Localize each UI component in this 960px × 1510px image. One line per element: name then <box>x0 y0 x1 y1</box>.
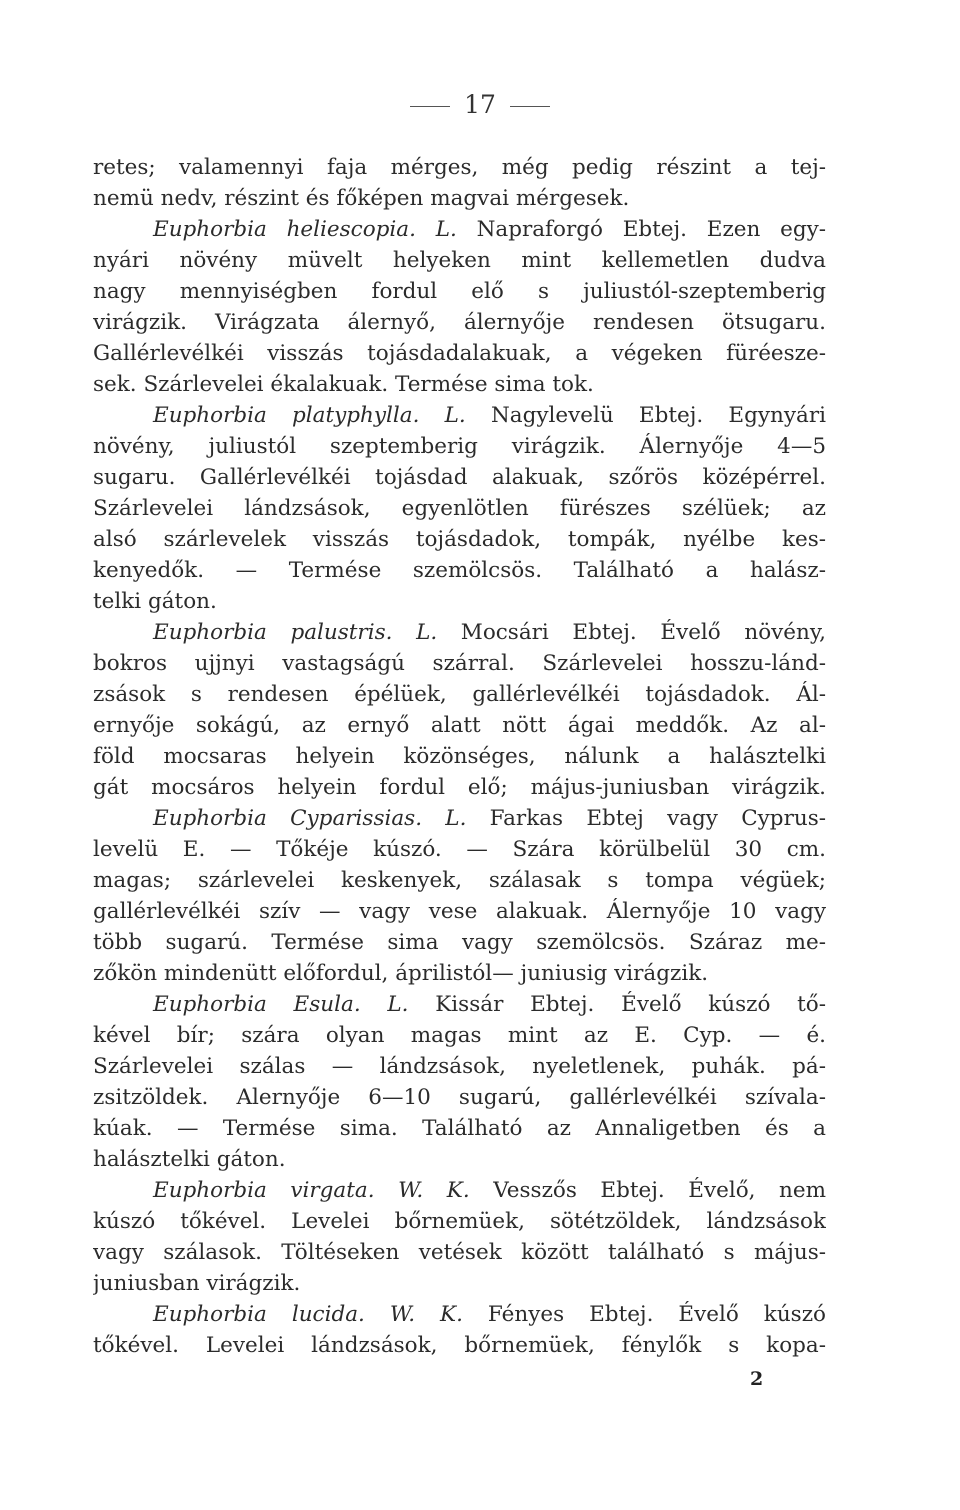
text-run: virágzik. Virágzata álernyő, álernyője rendesen ötsugaru. <box>93 310 826 335</box>
text-line <box>93 493 826 524</box>
header-dash-right <box>510 106 550 107</box>
text-line <box>93 338 826 369</box>
text-line <box>93 648 826 679</box>
text-run: nyári növény müvelt helyeken mint kellemetlen dudva <box>93 248 826 273</box>
text-line <box>93 586 826 617</box>
text-line <box>93 1268 826 1299</box>
body-text <box>93 152 826 1361</box>
text-line <box>93 679 826 710</box>
species-name: Euphorbia lucida. W. K. <box>153 1302 463 1327</box>
text-run: Fényes Ebtej. Évelő kúszó <box>462 1302 826 1327</box>
text-line <box>93 462 826 493</box>
text-line <box>93 772 826 803</box>
text-line <box>93 1206 826 1237</box>
text-run: kúszó tőkével. Levelei bőrnemüek, sötétzöldek, lándzsások <box>93 1209 826 1234</box>
text-line <box>93 524 826 555</box>
text-line <box>93 1330 826 1361</box>
text-run: magas; szárlevelei keskenyek, szálasak s tompa végüek; <box>93 868 826 893</box>
text-run: zőkön mindenütt előfordul, áprilistól— juniusig virágzik. <box>93 961 709 986</box>
text-run: halásztelki gáton. <box>93 1147 286 1172</box>
text-line <box>93 1237 826 1268</box>
text-line <box>93 245 826 276</box>
page-header <box>0 90 960 119</box>
text-run: Vesszős Ebtej. Évelő, nem <box>469 1178 826 1203</box>
page-number: 17 <box>464 90 496 119</box>
text-run: bokros ujjnyi vastagságú szárral. Szárlevelei hosszu-lánd- <box>93 651 826 676</box>
text-run: Szárlevelei lándzsások, egyenlötlen fürészes szélüek; az <box>93 496 826 521</box>
species-name: Euphorbia heliescopia. L. <box>153 217 457 242</box>
text-run: tőkével. Levelei lándzsások, bőrnemüek, fénylők s kopa- <box>93 1333 826 1358</box>
text-line <box>93 710 826 741</box>
text-run: Farkas Ebtej vagy Cyprus- <box>466 806 826 831</box>
text-run: kenyedők. — Termése szemölcsös. Található a halász- <box>93 558 826 583</box>
text-run: gát mocsáros helyein fordul elő; május-juniusban virágzik. <box>93 775 826 800</box>
text-run: gallérlevélkéi szív — vagy vese alakuak. Álernyője 10 vagy <box>93 899 826 924</box>
text-line <box>93 896 826 927</box>
text-run: Nagylevelü Ebtej. Egynyári <box>465 403 826 428</box>
text-line <box>93 803 826 834</box>
text-run: több sugarú. Termése sima vagy szemölcsös. Száraz me- <box>93 930 826 955</box>
header-dash-left <box>410 106 450 107</box>
text-line <box>93 927 826 958</box>
text-run: zsások s rendesen épélüek, gallérlevélkéi tojásdadok. Ál- <box>93 682 826 707</box>
text-run: nagy mennyiségben fordul elő s juliustól-szeptemberig <box>93 279 826 304</box>
text-line <box>93 400 826 431</box>
text-run: retes; valamennyi faja mérges, még pedig részint a tej- <box>93 155 826 180</box>
text-line <box>93 1144 826 1175</box>
text-run: Kissár Ebtej. Évelő kúszó tő- <box>408 992 826 1017</box>
text-run: növény, juliustól szeptemberig virágzik. Álernyője 4—5 <box>93 434 826 459</box>
text-run: telki gáton. <box>93 589 217 614</box>
text-line <box>93 741 826 772</box>
text-line <box>93 1113 826 1144</box>
text-line <box>93 1299 826 1330</box>
text-run: vagy szálasok. Töltéseken vetések között található s május- <box>93 1240 826 1265</box>
text-line <box>93 152 826 183</box>
text-line <box>93 307 826 338</box>
text-run: sek. Szárlevelei ékalakuak. Termése sima tok. <box>93 372 594 397</box>
text-line <box>93 1020 826 1051</box>
text-run: zsitzöldek. Alernyője 6—10 sugarú, gallérlevélkéi szívala- <box>93 1085 826 1110</box>
text-line <box>93 834 826 865</box>
text-line <box>93 431 826 462</box>
text-run: föld mocsaras helyein közönséges, nálunk a halásztelki <box>93 744 826 769</box>
species-name: Euphorbia Esula. L. <box>153 992 409 1017</box>
text-line <box>93 1082 826 1113</box>
text-line <box>93 183 826 214</box>
text-line <box>93 1051 826 1082</box>
signature-mark: 2 <box>750 1368 764 1390</box>
text-run: kével bír; szára olyan magas mint az E. Cyp. — é. <box>93 1023 826 1048</box>
species-name: Euphorbia Cyparissias. L. <box>153 806 467 831</box>
species-name: Euphorbia palustris. L. <box>153 620 438 645</box>
text-run: Mocsári Ebtej. Évelő növény, <box>437 620 826 645</box>
text-run: Szárlevelei szálas — lándzsások, nyeletlenek, puhák. pá- <box>93 1054 826 1079</box>
text-line <box>93 989 826 1020</box>
text-run: Napraforgó Ebtej. Ezen egy- <box>456 217 826 242</box>
text-run: kúak. — Termése sima. Található az Annaligetben és a <box>93 1116 826 1141</box>
species-name: Euphorbia virgata. W. K. <box>153 1178 470 1203</box>
text-run: Gallérlevélkéi visszás tojásdadalakuak, a végeken füréesze- <box>93 341 826 366</box>
text-line <box>93 555 826 586</box>
text-run: levelü E. — Tőkéje kúszó. — Szára körülbelül 30 cm. <box>93 837 826 862</box>
text-line <box>93 617 826 648</box>
text-line <box>93 369 826 400</box>
text-run: nemü nedv, részint és főképen magvai mérgesek. <box>93 186 630 211</box>
text-line <box>93 865 826 896</box>
text-line <box>93 958 826 989</box>
species-name: Euphorbia platyphylla. L. <box>153 403 466 428</box>
text-line <box>93 214 826 245</box>
text-line <box>93 276 826 307</box>
text-run: juniusban virágzik. <box>93 1271 301 1296</box>
text-line <box>93 1175 826 1206</box>
text-run: alsó szárlevelek visszás tojásdadok, tompák, nyélbe kes- <box>93 527 826 552</box>
text-run: sugaru. Gallérlevélkéi tojásdad alakuak, szőrös középérrel. <box>93 465 826 490</box>
text-run: ernyője sokágú, az ernyő alatt nött ágai meddők. Az al- <box>93 713 826 738</box>
